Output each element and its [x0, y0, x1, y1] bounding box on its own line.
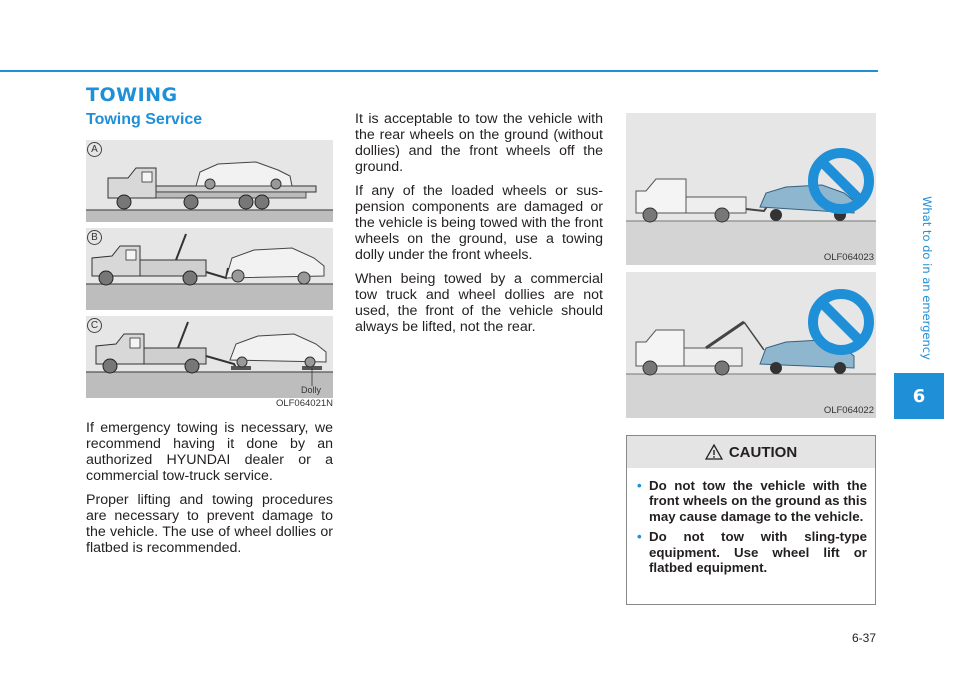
page-number: 6-37: [851, 631, 876, 645]
dolly-label: Dolly: [300, 385, 321, 395]
paragraph: If emergency towing is necessary, we recommend having it done by an authorized HYUNDAI dealer or a commercial tow-truck service.: [86, 420, 333, 484]
caution-item: • Do not tow the vehicle with the front wheels on the ground as this may cause damage to the vehicle.: [637, 478, 867, 524]
caution-title: CAUTION: [728, 443, 798, 461]
paragraph: It is acceptable to tow the vehicle with the rear wheels on the ground (without dollies) and the front wheels off the ground.: [355, 111, 603, 175]
chapter-title: What to do in an emergency: [920, 195, 934, 360]
bullet-icon: •: [637, 529, 642, 545]
panel-wheel-lift: [86, 228, 333, 310]
caution-box: [626, 435, 876, 605]
chapter-number-box: 6: [894, 373, 944, 419]
prohibition-icon: [813, 294, 869, 350]
panel-label-c: C: [87, 318, 102, 333]
paragraph: If any of the loaded wheels or sus-pension components are damaged or the vehicle is being towed with the front wheels on the ground, use a towing dolly under the front wheels.: [355, 183, 603, 263]
panel-label-a: A: [87, 142, 102, 157]
paragraph: Proper lifting and towing procedures are necessary to prevent damage to the vehicle. The use of wheel dollies or flatbed is recommended.: [86, 492, 333, 556]
panel-dolly: [86, 316, 333, 398]
chapter-side-tab: [918, 190, 936, 365]
towing-methods-figure: [86, 140, 333, 398]
paragraph: When being towed by a commercial tow truck and wheel dollies are not used, the front of the vehicle should always be lifted, not the rear.: [355, 271, 603, 335]
panel-flatbed: [86, 140, 333, 222]
caution-item: • Do not tow with sling-type equipment. Use wheel lift or flatbed equipment.: [637, 529, 867, 576]
figure-code-left: OLF064021N: [275, 398, 333, 409]
warning-triangle-icon: [705, 444, 723, 460]
caution-header: [627, 436, 875, 468]
figure-front-wheels-down: [626, 113, 876, 265]
caution-list: [627, 468, 875, 575]
column-2-text: [355, 111, 603, 343]
header-rule: [0, 70, 878, 72]
figure-code-bottom: OLF064022: [823, 405, 874, 416]
panel-label-b: B: [87, 230, 102, 245]
figure-sling-type: [626, 272, 876, 418]
subheading: Towing Service: [86, 111, 203, 128]
column-1-text: [86, 420, 333, 564]
section-title: TOWING: [86, 84, 178, 106]
figure-code-top: OLF064023: [823, 252, 874, 263]
bullet-icon: •: [637, 478, 642, 493]
